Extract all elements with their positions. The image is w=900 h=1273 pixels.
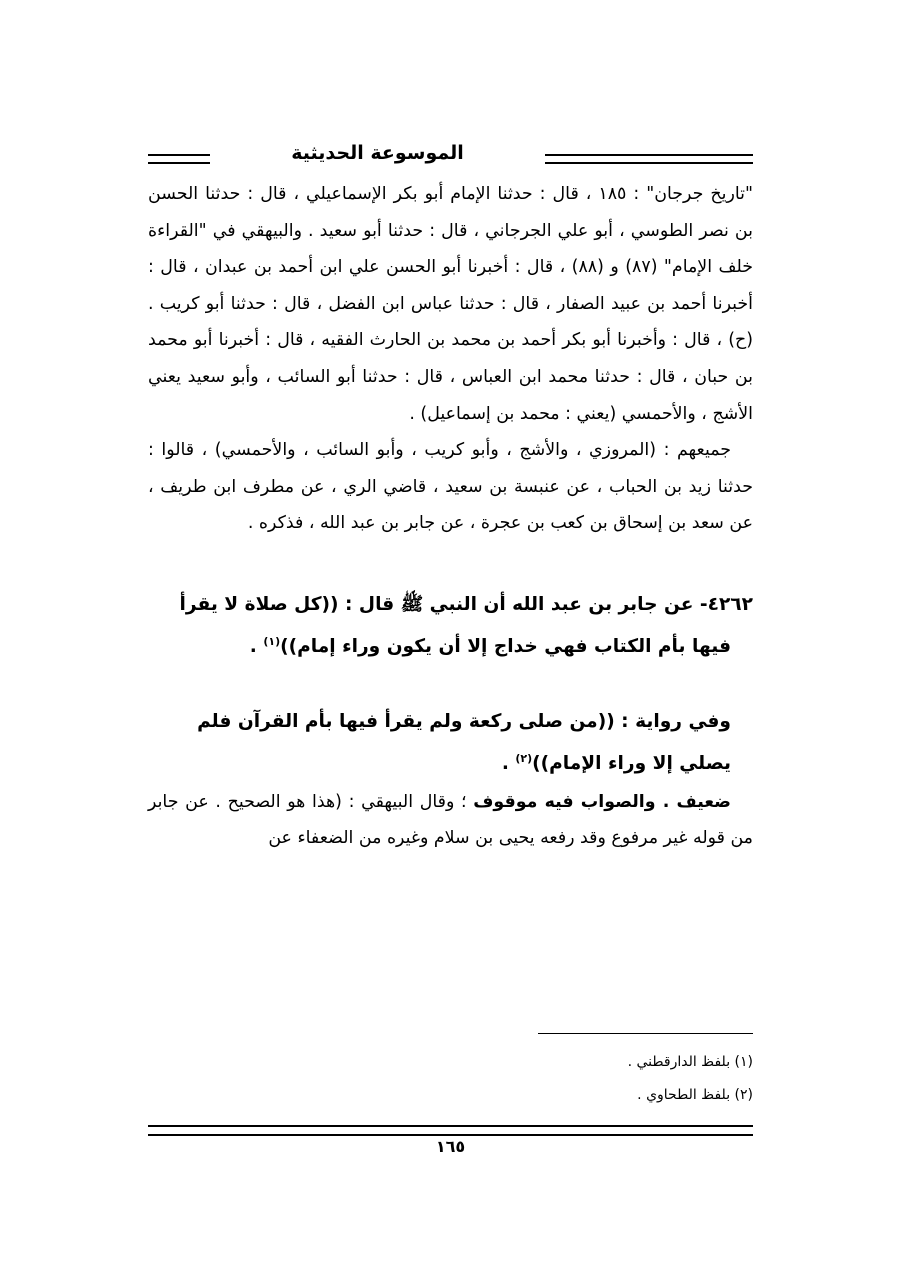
header-rule-left [148,154,210,164]
hadith-line-2-end: . [249,635,264,657]
takhrij-paragraph-1: "تاريخ جرجان" : ١٨٥ ، قال : حدثنا الإمام أبو بكر الإسماعيلي ، قال : حدثنا الحسن بن نصر الطوسي ، أبو علي الجرجاني ، قال : حدثنا أبو سعيد . والبيهقي في "القراءة خلف الإمام" (٨٧) و (٨٨) ، قال : أخبرنا أبو الحسن علي ابن أحمد بن عبدان ، قال : أخبرنا أحمد بن عبيد الصفار ، قال : حدثنا عباس ابن الفضل ، قال : حدثنا أبو كريب . (ح) ، قال : وأخبرنا أبو بكر أحمد بن محمد بن الحارث الفقيه ، قال : أخبرنا أبو محمد بن حبان ، قال : حدثنا محمد ابن العباس ، قال : حدثنا أبو السائب ، وأبو سعيد يعني الأشج ، والأحمسي (يعني : محمد بن إسماعيل) . [148,184,754,424]
book-page [148,140,754,1156]
hadith-text [148,586,753,665]
header-title: الموسوعة الحديثية [291,142,464,164]
running-header [148,140,753,176]
page-number: ١٦٥ [435,1137,466,1156]
riwaya-line-2-end: . [501,752,516,774]
footnote-2: (٢) بلفظ الطحاوي . [637,1087,753,1103]
riwaya-line-2 [148,740,731,782]
riwaya-line-1: وفي رواية : ((من صلى ركعة ولم يقرأ فيها بأم القرآن فلم [197,710,731,732]
verdict-rest: ؛ وقال البيهقي : (هذا هو الصحيح . عن جابر من قوله غير مرفوع وقد رفعه يحيى بن سلام وغيره من الضعفاء عن [148,791,753,848]
hadith-line-2 [148,623,753,665]
hadith-line-2-text: فيها بأم الكتاب فهي خداج إلا أن يكون وراء إمام)) [280,635,731,657]
riwaya-line-2-text: يصلي إلا وراء الإمام)) [532,752,731,774]
hadith-line-1: ٤٢٦٢- عن جابر بن عبد الله أن النبي ﷺ قال : ((كل صلاة لا يقرأ [179,593,753,615]
takhrij-paragraph-2: جميعهم : (المروزي ، والأشج ، وأبو كريب ، وأبو السائب ، والأحمسي) ، قالوا : حدثنا زيد بن الحباب ، عن عنبسة بن سعيد ، قاضي الري ، عن مطرف ابن طريف ، عن سعد بن إسحاق بن كعب بن عجرة ، عن جابر بن عبد الله ، فذكره . [148,440,753,534]
footnote-ref-1[interactable]: (١) [263,634,281,648]
riwaya-text [148,703,753,782]
footer-double-rule [148,1125,753,1136]
footnote-separator [538,1033,753,1034]
verdict-paragraph [148,784,753,856]
footnote-ref-2[interactable]: (٢) [515,751,533,765]
header-rule-right [545,154,753,164]
verdict-grade: ضعيف . والصواب فيه موقوف [473,791,731,812]
footnote-1: (١) بلفظ الدارقطني . [627,1054,753,1070]
